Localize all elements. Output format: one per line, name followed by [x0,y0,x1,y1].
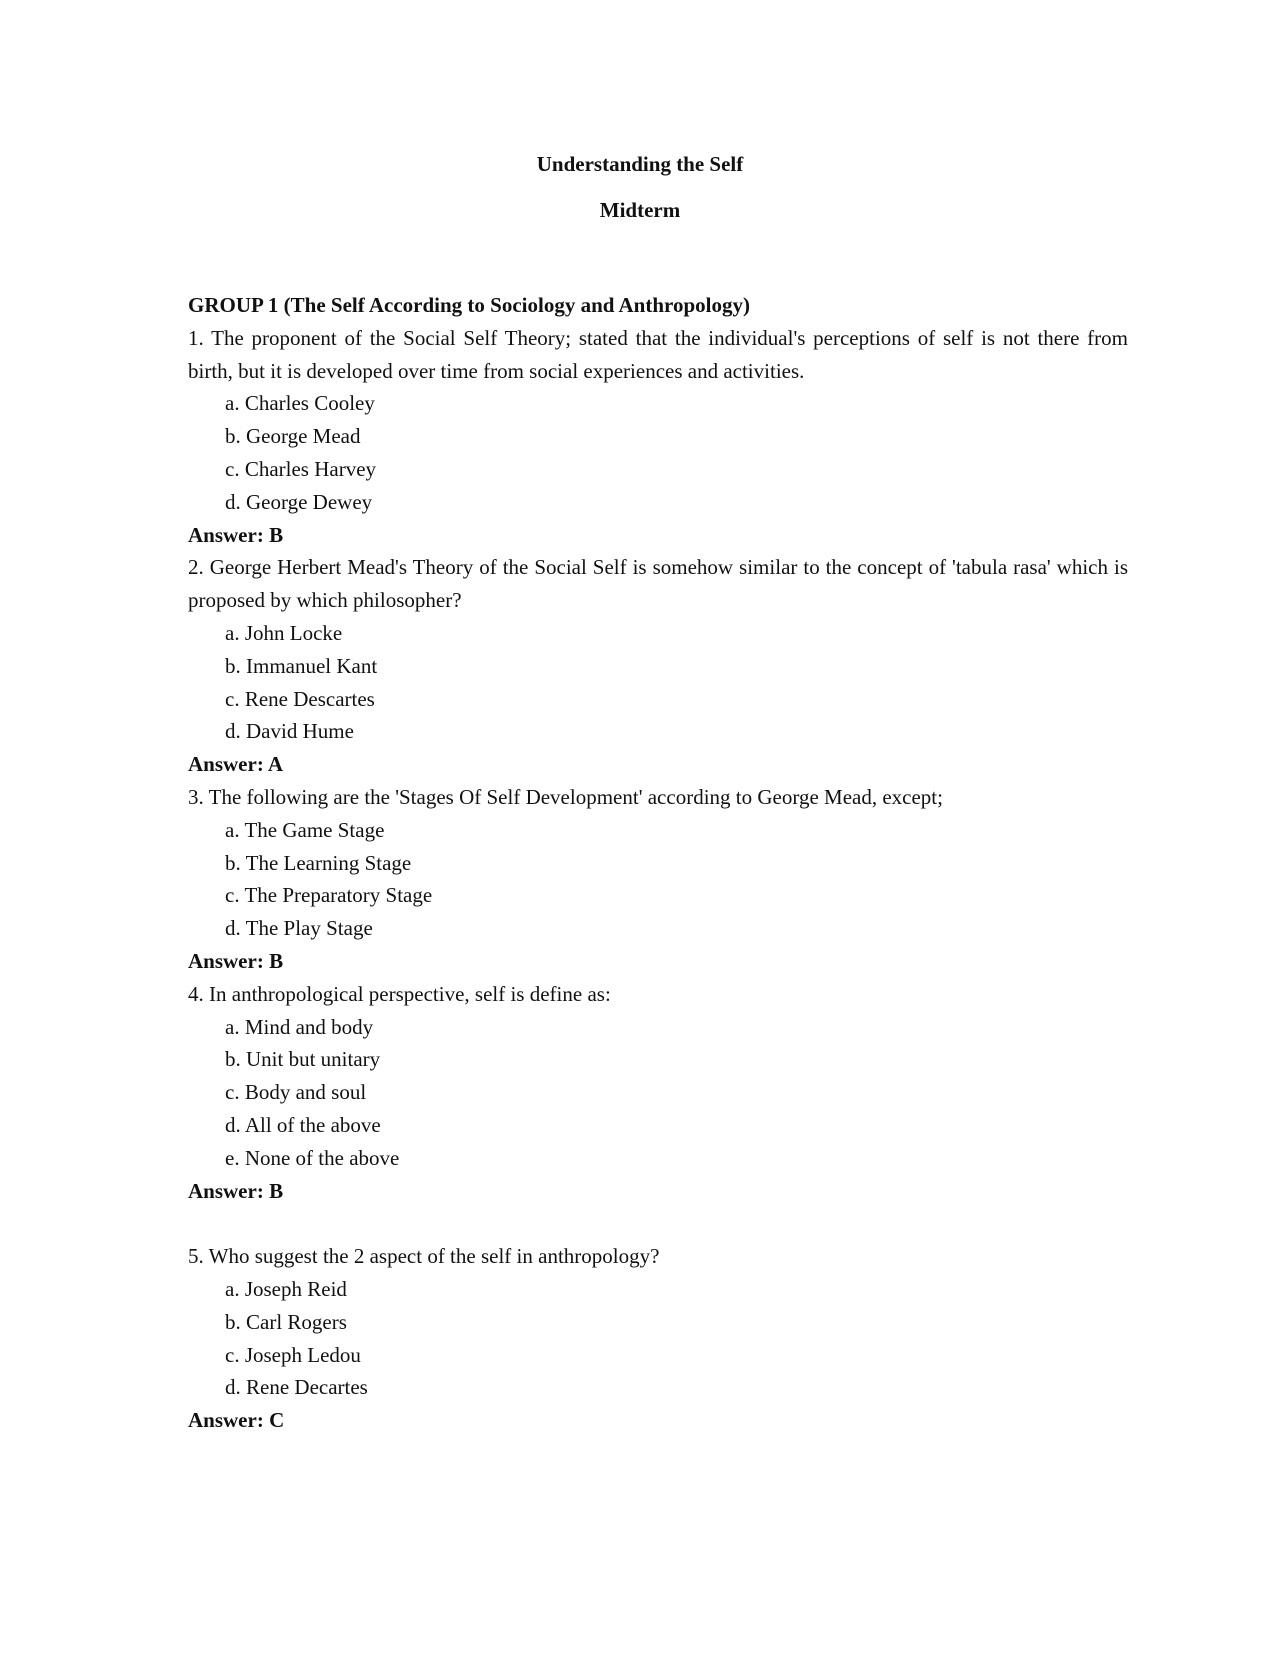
options-list [188,387,1128,518]
option: c. Joseph Ledou [225,1342,361,1367]
answer: Answer: B [188,522,284,547]
question-1 [188,322,1128,552]
question-text: 4. In anthropological perspective, self is define as: [188,981,611,1006]
document-content [188,289,1128,1437]
option: d. David Hume [225,719,354,744]
option: b. Immanuel Kant [225,653,378,678]
options-list [188,1273,1128,1404]
answer: Answer: B [188,1178,284,1203]
option: d. All of the above [225,1112,381,1137]
option: a. The Game Stage [225,817,385,842]
question-text: 3. The following are the 'Stages Of Self Development' according to George Mead, except; [188,784,943,809]
question-text: 1. The proponent of the Social Self Theory; stated that the individual's perceptions of self is not there from birth, but it is developed over time from social experiences and activities. [188,325,1128,383]
options-list [188,1011,1128,1175]
options-list [188,814,1128,945]
question-2 [188,551,1128,781]
answer: Answer: B [188,948,284,973]
option: a. Charles Cooley [225,391,375,416]
answer: Answer: C [188,1408,285,1433]
document-subtitle: Midterm [599,198,681,222]
question-4 [188,978,1128,1208]
option: a. John Locke [225,620,343,645]
options-list [188,617,1128,748]
option: c. Rene Descartes [225,686,375,711]
option: c. The Preparatory Stage [225,883,433,908]
question-text: 2. George Herbert Mead's Theory of the Social Self is somehow similar to the concept of 'tabula rasa' which is proposed by which philosopher? [188,555,1128,613]
question-text: 5. Who suggest the 2 aspect of the self in anthropology? [188,1244,660,1269]
question-3 [188,781,1128,978]
group-heading: GROUP 1 (The Self According to Sociology and Anthropology) [188,293,750,317]
option: d. The Play Stage [225,916,373,941]
option: b. Carl Rogers [225,1309,347,1334]
option: a. Joseph Reid [225,1276,347,1301]
document-title: Understanding the Self [536,152,744,176]
option: a. Mind and body [225,1014,374,1039]
option: e. None of the above [225,1145,400,1170]
option: d. Rene Decartes [225,1375,368,1400]
spacer [188,1207,1128,1240]
question-5 [188,1240,1128,1437]
option: c. Body and soul [225,1080,367,1105]
option: b. George Mead [225,424,361,449]
answer: Answer: A [188,752,284,777]
option: c. Charles Harvey [225,456,377,481]
option: d. George Dewey [225,489,373,514]
option: b. The Learning Stage [225,850,412,875]
option: b. Unit but unitary [225,1047,381,1072]
